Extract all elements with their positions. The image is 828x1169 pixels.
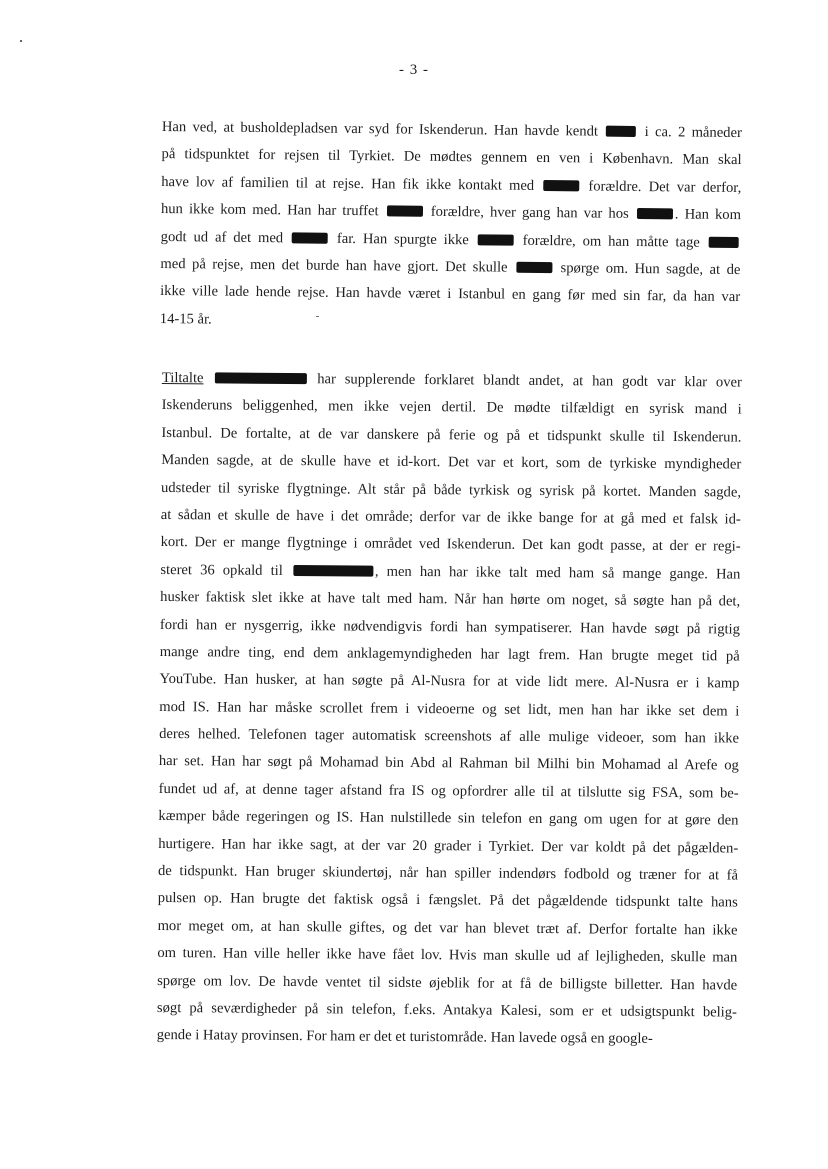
paragraph-2: [157, 365, 742, 1054]
defendant-label: Tiltalte: [161, 369, 204, 387]
text-line: fordi han er nysgerrig, ikke nødvendigvis fordi han sympatiserer. Han havde søgt på rigtig: [159, 616, 741, 638]
text-line: Tiltalte har supplerende forklaret blandt andet, at han godt var klar over: [161, 369, 742, 391]
text-line: med på rejse, men det burde han have gjort. Det skulle spørge om. Hun sagde, at de: [160, 255, 741, 279]
text-line: de tidspunkt. Han bruger skiundertøj, når han spiller indendørs fodbold og træner for at få: [157, 863, 739, 884]
text-line: at sådan et skulle de have i det område; derfor var de ikke bange for at gå med et falsk id-: [160, 506, 741, 528]
text-line: kort. Der er mange flygtninge i området ved Iskenderun. Det kan godt passe, at der er regi-: [160, 534, 741, 555]
scan-speck: [316, 316, 319, 317]
redaction-mark: [293, 565, 373, 577]
text-line: godt ud af det med far. Han spurgte ikke forældre, om han måtte tage: [161, 224, 741, 257]
redaction-mark: [516, 262, 552, 273]
redaction-mark: [387, 206, 423, 217]
text-line: 14-15 år.: [159, 310, 212, 328]
text-line: pulsen op. Han brugte det faktisk også i fængslet. På det pågældende tidspunkt talte hans: [157, 890, 738, 911]
redaction-mark: [543, 180, 579, 191]
redaction-mark: [637, 208, 673, 219]
text-line: Manden sagde, at de skulle have et id-kort. Det var et kort, som de tyrkiske myndigheder: [161, 452, 742, 473]
text-line: hun ikke kom med. Han har truffet forældre, hver gang han var hos . Han kom: [160, 201, 742, 224]
paragraph-1: [160, 114, 742, 339]
text-line: steret 36 opkald til , men han har ikke talt med ham så mange gange. Han: [160, 561, 741, 583]
text-line: mod IS. Han har måske scrollet frem i videoerne og set lidt, men han har ikke set dem i: [159, 698, 740, 720]
redaction-mark: [709, 236, 739, 247]
redaction-mark: [478, 234, 514, 245]
scan-speck: [20, 40, 22, 42]
text-line: søgt på seværdigheder på sin telefon, f.eks. Antakya Kalesi, som er et udsigtspunkt belig-: [156, 999, 737, 1021]
text-line: husker faktisk slet ikke at have talt med ham. Når han hørte om noget, så søgte han på det,: [160, 589, 741, 610]
redaction-mark: [292, 232, 328, 243]
text-line: hurtigere. Han har ikke sagt, at der var 20 grader i Tyrkiet. Der var koldt på det pågælden-: [158, 835, 739, 857]
text-line: have lov af familien til at rejse. Han fik ikke kontakt med forældre. Det var derfor,: [161, 173, 742, 196]
text-line: mange andre ting, end dem anklagemyndigheden har lagt frem. Han brugte meget tid på: [159, 643, 740, 665]
text-line: fundet ud af, at denne tager afstand fra IS og opfordrer alle til at tilslutte sig FSA, som be-: [158, 780, 739, 802]
text-line: gende i Hatay provinsen. For ham er det et turistområde. Han lavede også en google-: [156, 1027, 653, 1048]
text-line: Iskenderuns beliggenhed, men ikke vejen dertil. De mødte tilfældigt en syrisk mand i: [161, 397, 742, 418]
text-line: om turen. Han ville heller ikke have fået lov. Hvis man skulle ud af lejligheden, skulle man: [157, 945, 738, 966]
text-line: udsteder til syriske flygtninge. Alt står på både tyrkisk og syrisk på kortet. Manden sagde,: [160, 479, 742, 501]
page-number: - 3 -: [399, 62, 429, 78]
redaction-mark: [214, 372, 306, 384]
text-line: Istanbul. De fortalte, at de var danskere på ferie og på et tidspunkt skulle til Iskenderun.: [161, 424, 742, 446]
text-line: YouTube. Han husker, at han søgte på Al-Nusra for at vide lidt mere. Al-Nusra er i kamp: [159, 671, 740, 692]
text-line: ikke ville lade hende rejse. Han havde været i Istanbul en gang før med sin far, da han var: [160, 283, 741, 306]
text-line: deres helhed. Telefonen tager automatisk screenshots af alle mulige videoer, som han ikke: [159, 726, 740, 747]
text-line: Han ved, at busholdepladsen var syd for Iskenderun. Han havde kendt i ca. 2 måneder: [161, 118, 742, 142]
redaction-mark: [606, 126, 636, 137]
text-line: kæmper både regeringen og IS. Han nulstillede sin telefon en gang om ugen for at gøre den: [158, 808, 739, 829]
text-line: har set. Han har søgt på Mohamad bin Abd al Rahman bil Milhi bin Mohamad al Arefe og: [158, 753, 739, 775]
text-line: mor meget om, at han skulle giftes, og det var han blevet træt af. Derfor fortalte han ikke: [157, 917, 738, 939]
text-line: på tidspunktet for rejsen til Tyrkiet. De mødtes gennem en ven i København. Man skal: [161, 146, 742, 169]
text-line: spørge om lov. De havde ventet til sidste øjeblik for at få de billigste billetter. Han havde: [157, 972, 738, 994]
